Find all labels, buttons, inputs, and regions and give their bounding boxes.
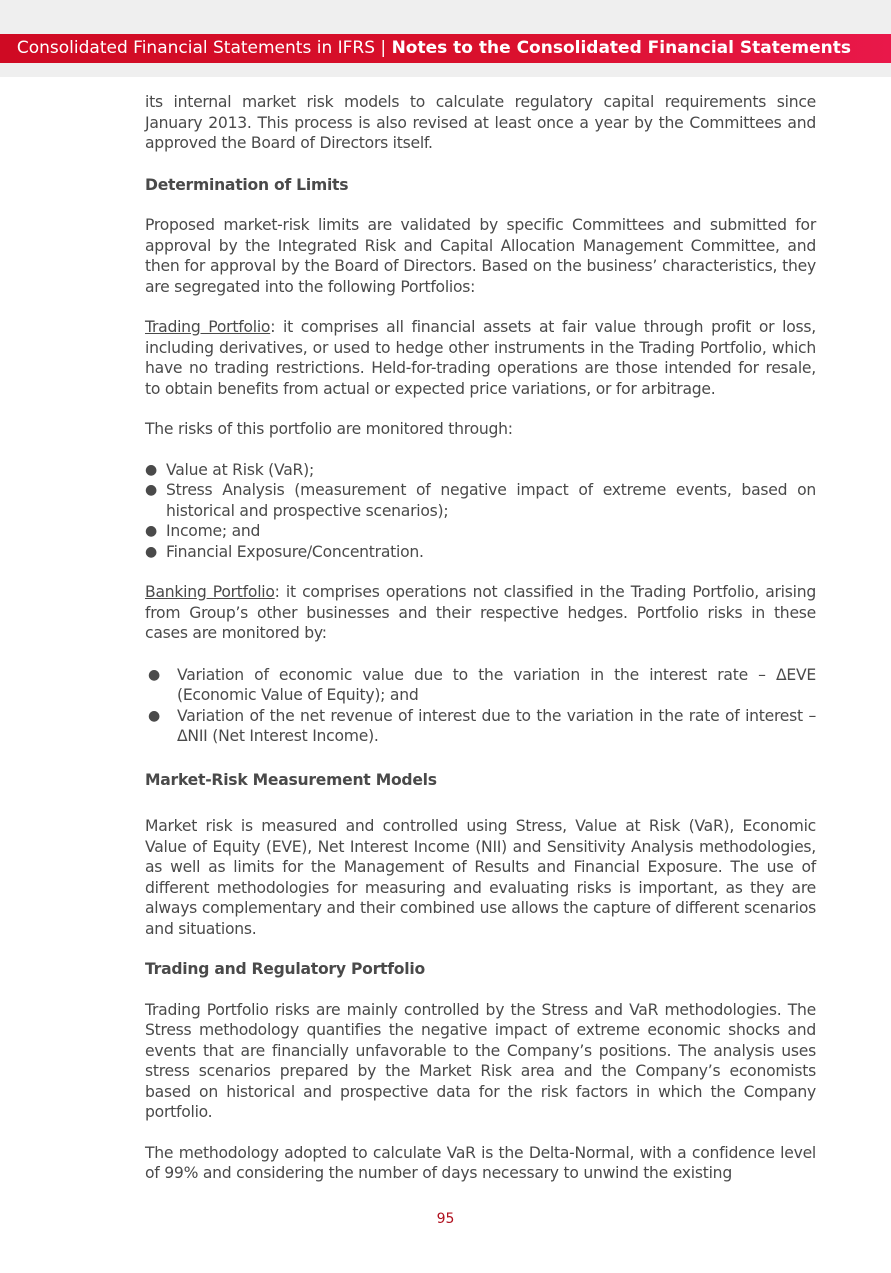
banking-portfolio-definition: : it comprises operations not classified in the Trading Portfolio, arising from Group’s other businesses and their respective hedges. Portfolio risks in these cases are monitored by: <box>145 583 817 642</box>
heading-determination-of-limits: Determination of Limits <box>145 175 349 194</box>
paragraph-limits: Proposed market-risk limits are validated by specific Committees and submitted for approval by the Integrated Risk and Capital Allocation Management Committee, and then for approval by the Board of Directors. Based on the business’ characteristics, they are segregated into the following Portfolios: <box>145 216 816 296</box>
header-separator: | <box>375 38 392 58</box>
banking-risk-list <box>145 665 816 747</box>
term-banking-portfolio: Banking Portfolio <box>145 583 275 601</box>
list-item <box>145 665 816 706</box>
bullet-icon: ● <box>148 707 160 724</box>
list-item-text: Value at Risk (VaR); <box>166 460 314 479</box>
bullet-icon: ● <box>148 666 160 683</box>
list-item <box>145 521 816 542</box>
heading-trading-and-regulatory-portfolio: Trading and Regulatory Portfolio <box>145 960 425 978</box>
list-item-text: Stress Analysis (measurement of negative impact of extreme events, based on historical and prospective scenarios); <box>166 481 816 520</box>
bullet-icon: ● <box>145 543 157 560</box>
list-item-text: Financial Exposure/Concentration. <box>166 542 424 561</box>
paragraph-trading-portfolio <box>145 317 816 399</box>
bullet-icon: ● <box>145 523 157 539</box>
paragraph-intro: its internal market risk models to calculate regulatory capital requirements since January 2013. This process is also revised at least once a year by the Committees and approved the Board of Directors itself. <box>145 93 816 152</box>
header-banner <box>0 34 891 63</box>
header-subsection: Notes to the Consolidated Financial Statements <box>391 38 851 58</box>
paragraph-trading-regulatory: Trading Portfolio risks are mainly controlled by the Stress and VaR methodologies. The Stress methodology quantifies the negative impact of extreme economic shocks and events that are financially unfavorable to the Company’s positions. The analysis uses stress scenarios prepared by the Market Risk area and the Company’s economists based on historical and prospective data for the risk factors in which the Company portfolio. <box>145 1000 816 1121</box>
list-item-text: Variation of the net revenue of interest due to the variation in the rate of interest – ΔNII (Net Interest Income). <box>177 706 816 745</box>
paragraph-models: Market risk is measured and controlled using Stress, Value at Risk (VaR), Economic Value of Equity (EVE), Net Interest Income (NII) and Sensitivity Analysis methodologies, as well as limits for the Management of Results and Financial Exposure. The use of different methodologies for measuring and evaluating risks is important, as they are always complementary and their combined use allows the capture of different scenarios and situations. <box>145 817 816 938</box>
term-trading-portfolio: Trading Portfolio <box>145 318 271 336</box>
trading-risk-list <box>145 460 816 563</box>
list-item <box>145 542 816 563</box>
page-body <box>145 92 816 1184</box>
paragraph-risks-monitored: The risks of this portfolio are monitored through: <box>145 420 513 438</box>
page-number: 95 <box>436 1211 455 1227</box>
bullet-icon: ● <box>145 461 157 478</box>
header-title <box>17 34 851 63</box>
trading-portfolio-definition: : it comprises all financial assets at fair value through profit or loss, including derivatives, or used to hedge other instruments in the Trading Portfolio, which have no trading restrictions. Held-for-trading operations are those intended for resale, to obtain benefits from actual or expected price variations, or for arbitrage. <box>145 318 816 398</box>
list-item <box>145 460 816 481</box>
heading-market-risk-measurement-models: Market-Risk Measurement Models <box>145 770 437 789</box>
list-item-text: Income; and <box>166 522 261 540</box>
paragraph-var-methodology: The methodology adopted to calculate VaR is the Delta-Normal, with a confidence level of 99% and considering the number of days necessary to unwind the existing <box>145 1143 816 1182</box>
header-section: Consolidated Financial Statements in IFRS <box>16 38 376 58</box>
list-item-text: Variation of economic value due to the variation in the interest rate – ΔEVE (Economic Value of Equity); and <box>177 665 816 704</box>
list-item <box>145 480 816 521</box>
paragraph-banking-portfolio <box>145 582 816 644</box>
bullet-icon: ● <box>145 482 157 498</box>
list-item <box>145 706 816 747</box>
